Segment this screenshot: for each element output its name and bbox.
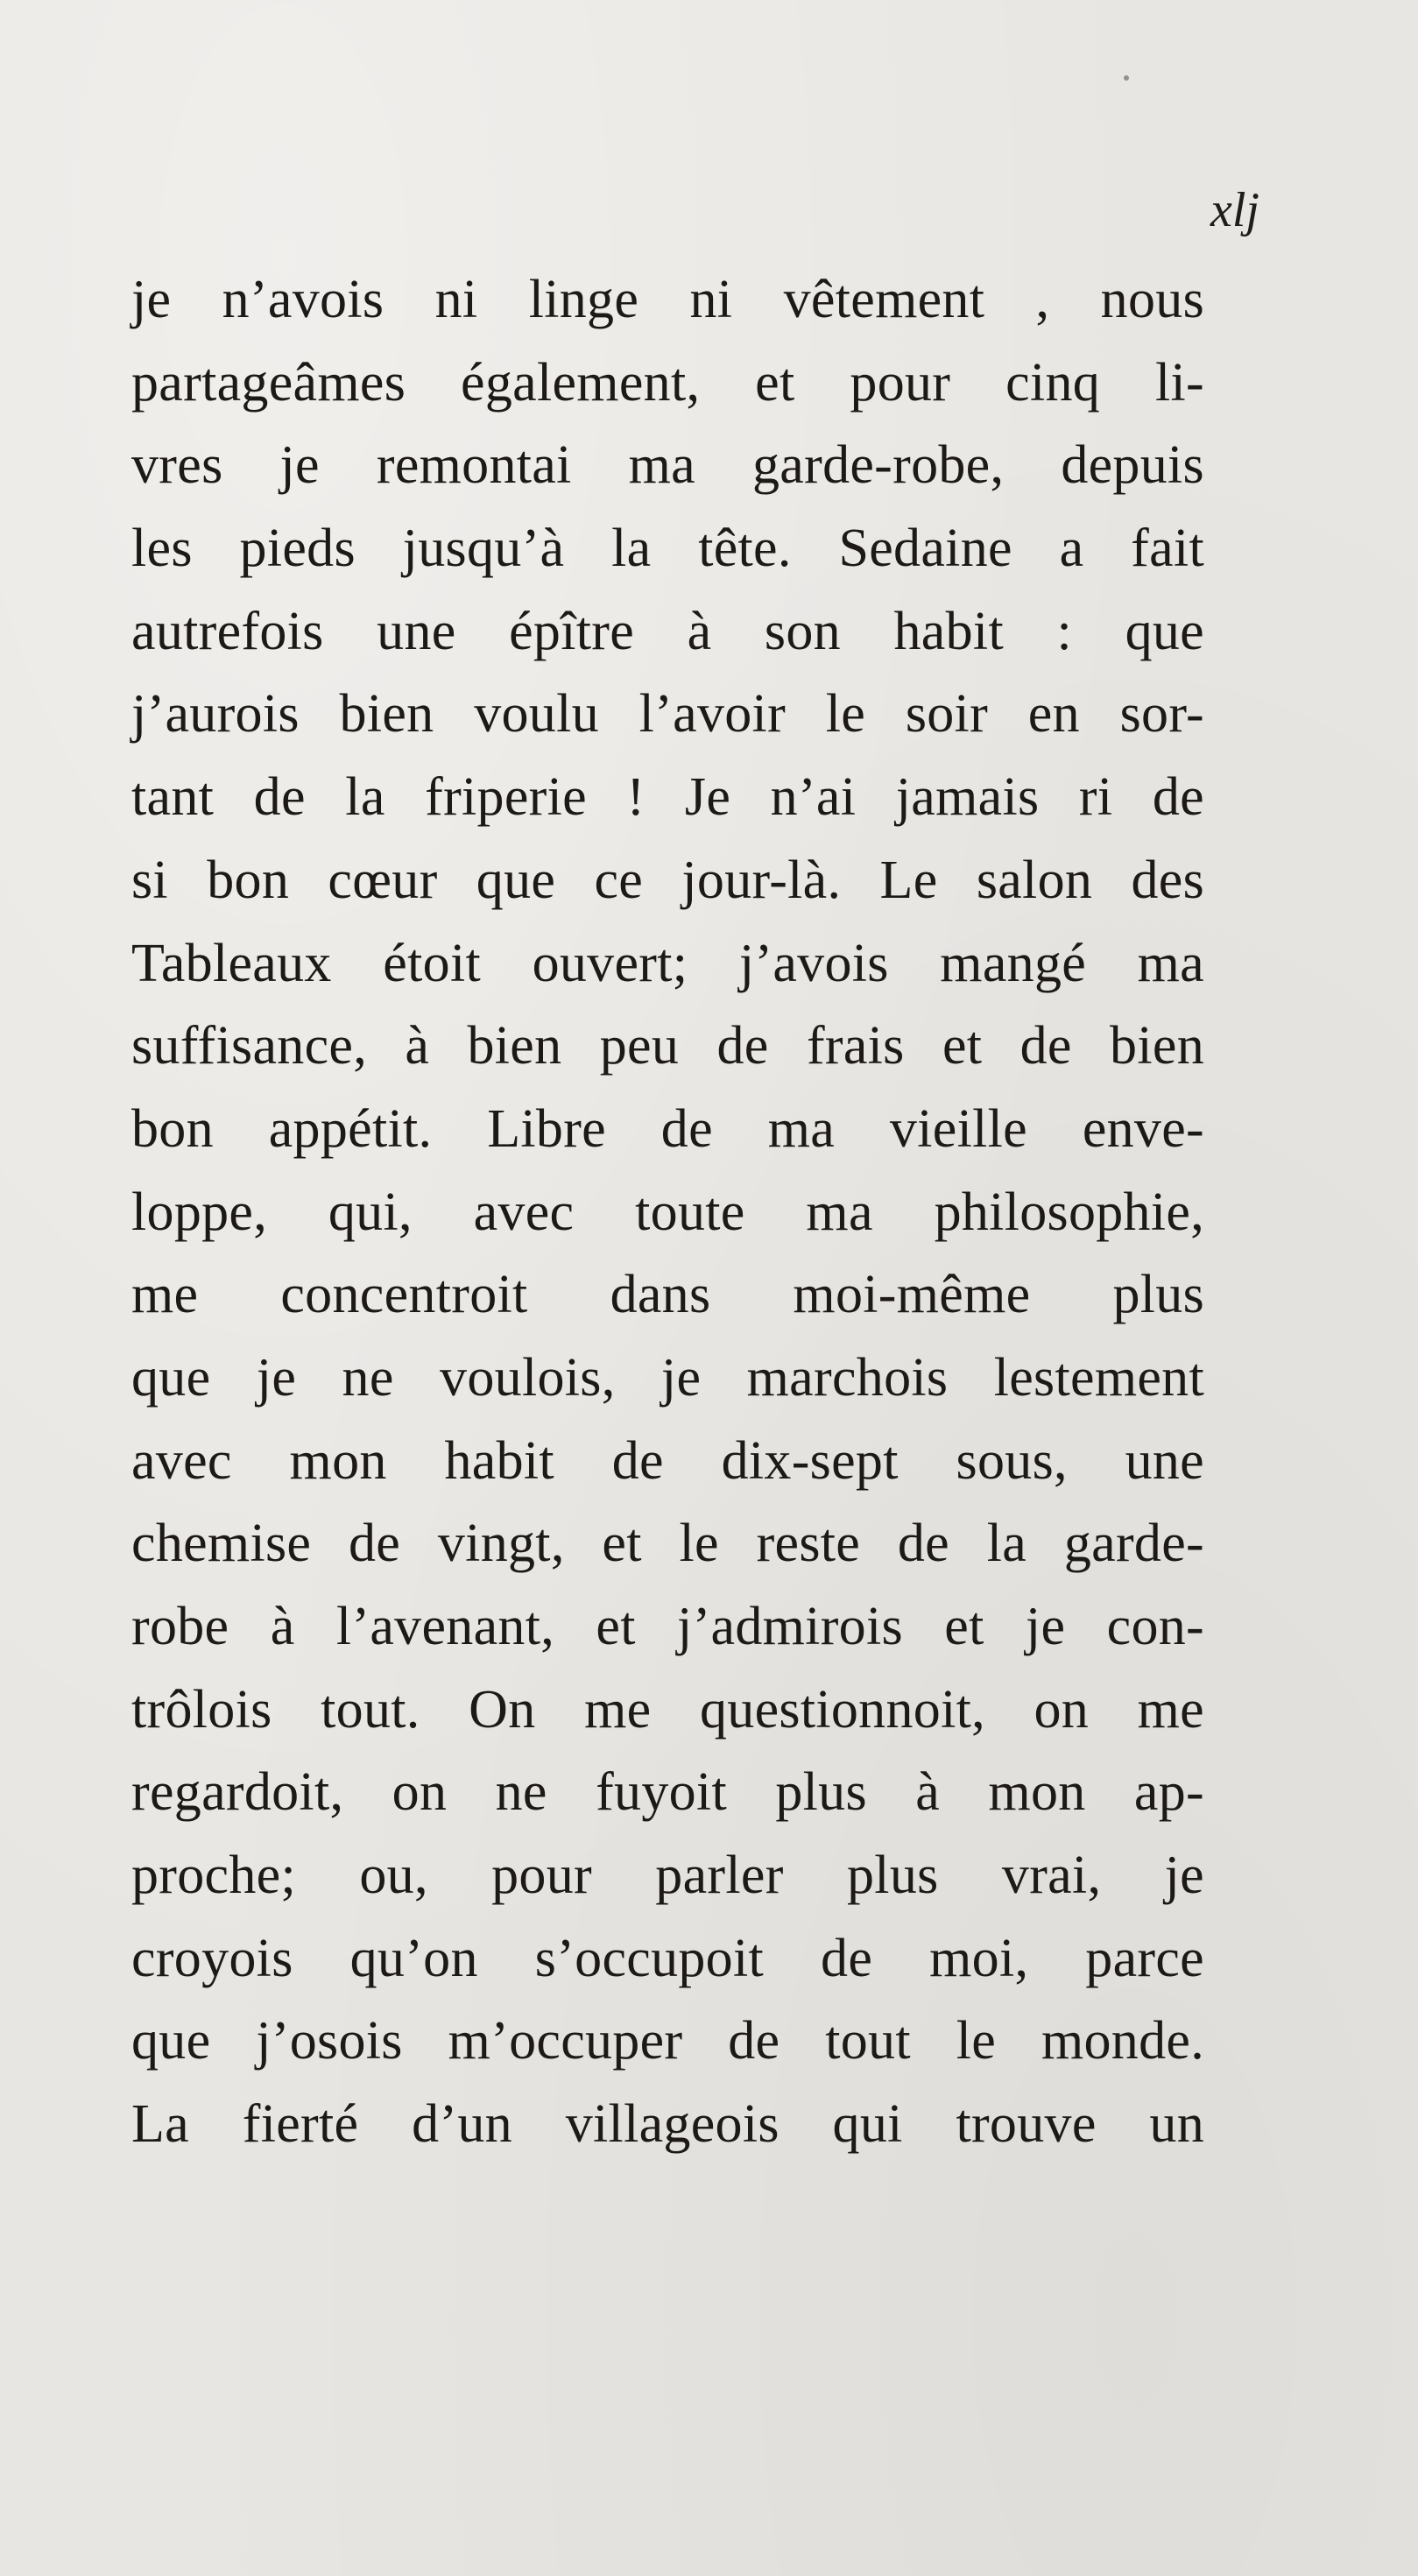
text-line: robe à l’avenant, et j’admirois et je con- bbox=[131, 1597, 1204, 1656]
text-line: que j’osois m’occuper de tout le monde. bbox=[131, 2011, 1204, 2071]
text-line: vres je remontai ma garde-robe, depuis bbox=[131, 435, 1204, 496]
text-line: proche; ou, pour parler plus vrai, je bbox=[131, 1846, 1204, 1906]
text-line: que je ne voulois, je marchois lestement bbox=[131, 1347, 1204, 1408]
text-line: avec mon habit de dix-sept sous, une bbox=[131, 1430, 1204, 1491]
text-line: les pieds jusqu’à la tête. Sedaine a fait bbox=[131, 519, 1204, 579]
text-line: trôlois tout. On me questionnoit, on me bbox=[131, 1679, 1204, 1740]
body-text bbox=[131, 258, 1204, 2166]
text-line: regardoit, on ne fuyoit plus à mon ap- bbox=[131, 1762, 1204, 1823]
text-line: j’aurois bien voulu l’avoir le soir en sor- bbox=[131, 684, 1204, 745]
text-line: tant de la friperie ! Je n’ai jamais ri de bbox=[131, 767, 1204, 828]
ink-speck bbox=[1124, 75, 1129, 81]
text-line: La fierté d’un villageois qui trouve un bbox=[131, 2094, 1204, 2155]
text-line: je n’avois ni linge ni vêtement , nous bbox=[131, 270, 1204, 329]
text-line: me concentroit dans moi-même plus bbox=[131, 1265, 1204, 1325]
text-line: loppe, qui, avec toute ma philosophie, bbox=[131, 1182, 1204, 1242]
text-line: bon appétit. Libre de ma vieille enve- bbox=[131, 1098, 1204, 1159]
text-line: croyois qu’on s’occupoit de moi, parce bbox=[131, 1928, 1204, 1988]
text-line: partageâmes également, et pour cinq li- bbox=[131, 352, 1204, 413]
text-line: suffisance, à bien peu de frais et de bien bbox=[131, 1016, 1204, 1076]
text-line: Tableaux étoit ouvert; j’avois mangé ma bbox=[131, 933, 1204, 993]
text-line: si bon cœur que ce jour-là. Le salon des bbox=[131, 850, 1204, 910]
text-line: autrefois une épître à son habit : que bbox=[131, 601, 1204, 661]
text-line: chemise de vingt, et le reste de la garde- bbox=[131, 1514, 1204, 1574]
page-number: xlj bbox=[1210, 183, 1259, 237]
